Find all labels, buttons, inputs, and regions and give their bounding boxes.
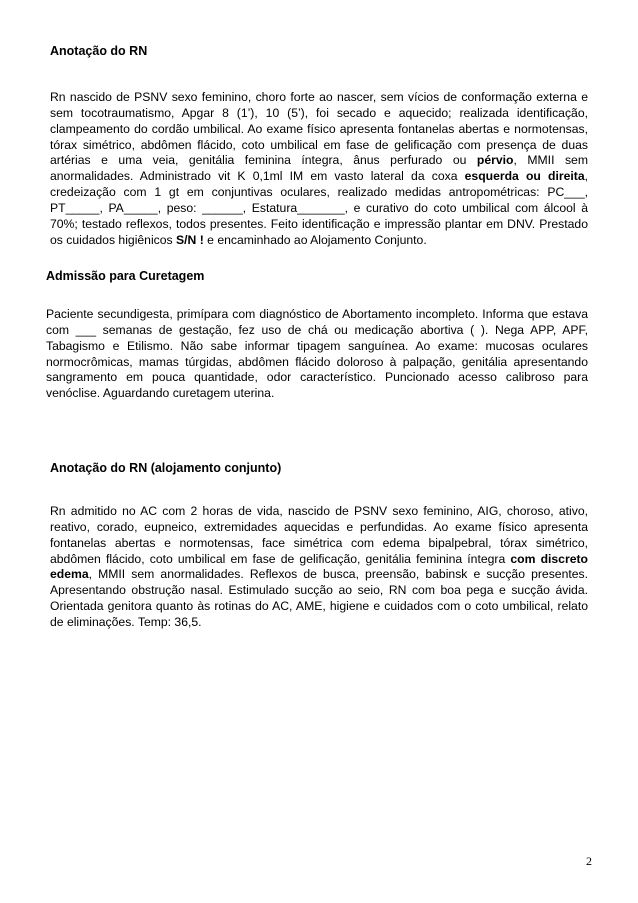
- rn-note-text-3: , credeização com 1 gt em conjuntivas oculares, realizado medidas antropométricas: PC___, PT_____, PA_____, peso: ______, Estatura_______, e curativo do coto umbilical com álcool à 70%; testado reflexos, todos presentes. Feito identificação e impressão plantar em DNV. Prestado os cuidados higiênicos: [50, 169, 588, 247]
- rn-note-heading: Anotação do RN: [50, 44, 148, 58]
- curettage-admission-heading: Admissão para Curetagem: [46, 269, 205, 283]
- rn-joint-text-1: Rn admitido no AC com 2 horas de vida, nascido de PSNV sexo feminino, AIG, choroso, ativo, reativo, corado, eupneico, extremidades aquecidas e perfundidas. Ao exame físico apresenta fontanelas abertas e normotensas, face simétrica com edema bipalpebral, tórax simétrico, abdômen flácido, coto umbilical em fase de gelificação, genitália feminina íntegra: [50, 504, 588, 566]
- rn-joint-text-2: , MMII sem anormalidades. Reflexos de busca, preensão, babinsk e sucção presentes. Apresentando obstrução nasal. Estimulado sucção ao seio, RN com boa pega e sucção ávida. Orientada genitora quanto às rotinas do AC, AME, higiene e cuidados com o coto umbilical, relato de eliminações. Temp: 36,5.: [50, 567, 588, 629]
- rn-note-text-2: , MMII sem anormalidades. Administrado vit K 0,1ml IM em vasto lateral da coxa: [50, 153, 588, 184]
- rn-note-text-4: e encaminhado ao Alojamento Conjunto.: [203, 232, 427, 247]
- rn-note-bold-side: esquerda ou direita: [464, 169, 585, 184]
- rn-joint-housing-paragraph: [50, 504, 588, 631]
- rn-joint-bold-edema: com discreto edema: [50, 551, 588, 582]
- page-number: 2: [586, 854, 592, 868]
- rn-note-paragraph: [50, 90, 588, 248]
- rn-note-text-1: Rn nascido de PSNV sexo feminino, choro forte ao nascer, sem vícios de conformação externa e sem tocotraumatismo, Apgar 8 (1’), 10 (5’), foi secado e aquecido; realizada identificação, clampeamento do cordão umbilical. Ao exame físico apresenta fontanelas abertas e normotensas, tórax simétrico, abdômen flácido, coto umbilical em fase de gelificação com presença de duas artérias e uma veia, genitália feminina íntegra, ânus perfurado ou: [50, 90, 588, 168]
- rn-joint-housing-heading: Anotação do RN (alojamento conjunto): [50, 461, 282, 475]
- curettage-admission-paragraph: [46, 307, 588, 402]
- rn-note-bold-pervio: pérvio: [476, 153, 514, 168]
- rn-note-bold-sn: S/N !: [176, 232, 204, 247]
- curettage-admission-text: Paciente secundigesta, primípara com diagnóstico de Abortamento incompleto. Informa que estava com ___ semanas de gestação, fez uso de chá ou medicação abortiva ( ). Nega APP, APF, Tabagismo e Etilismo. Não sabe informar tipagem sanguínea. Ao exame: mucosas oculares normocrômicas, mamas túrgidas, abdômen flácido doloroso à palpação, genitália apresentando sangramento em pouca quantidade, odor característico. Puncionado acesso calibroso para venóclise. Aguardando curetagem uterina.: [46, 307, 588, 401]
